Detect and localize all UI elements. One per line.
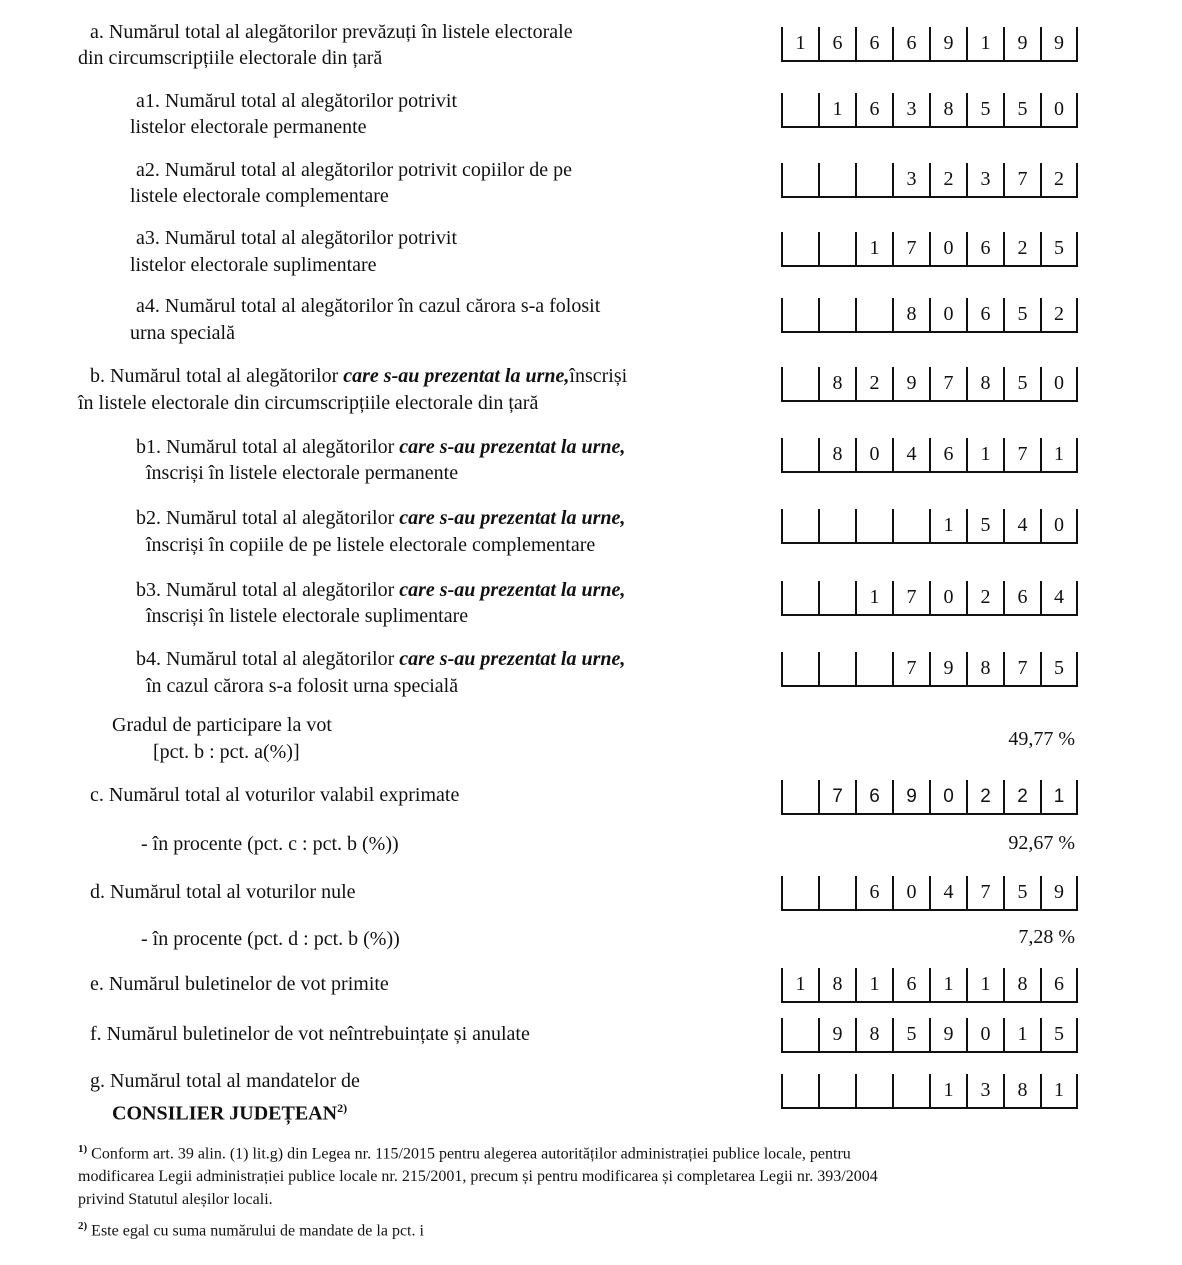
digit-cell: 1 bbox=[966, 438, 1003, 473]
row-a-line1: a. Numărul total al alegătorilor prevăzuți în listele electorale bbox=[90, 21, 573, 43]
digit-cell bbox=[818, 232, 855, 267]
row-d-label: d. Numărul total al voturilor nule bbox=[90, 881, 356, 903]
row-g-line1: g. Numărul total al mandatelor de bbox=[90, 1070, 360, 1092]
digit-cell: 2 bbox=[966, 780, 1003, 815]
participation-line2: [pct. b : pct. a(%)] bbox=[153, 741, 300, 763]
digit-cell: 6 bbox=[966, 298, 1003, 333]
digit-cell: 9 bbox=[892, 780, 929, 815]
digit-cell: 6 bbox=[892, 27, 929, 62]
digit-cell: 7 bbox=[1003, 163, 1040, 198]
digit-cell: 5 bbox=[966, 509, 1003, 544]
digit-cell: 8 bbox=[818, 367, 855, 402]
row-b-line1: b. Numărul total al alegătorilor care s-au prezentat la urne,înscriși bbox=[90, 365, 628, 387]
row-b2-line2: înscriși în copiile de pe listele electorale complementare bbox=[146, 534, 596, 556]
row-b4-digit-boxes bbox=[781, 652, 1078, 688]
digit-cell: 1 bbox=[929, 509, 966, 544]
digit-cell: 1 bbox=[929, 968, 966, 1003]
digit-cell: 8 bbox=[1003, 1074, 1040, 1109]
footnotes bbox=[78, 1138, 1078, 1243]
row-b2-line1: b2. Numărul total al alegătorilor care s-au prezentat la urne, bbox=[136, 507, 626, 529]
row-a3-digit-boxes bbox=[781, 232, 1078, 268]
row-a1-line2: listelor electorale permanente bbox=[130, 116, 367, 138]
digit-cell: 1 bbox=[1003, 1018, 1040, 1053]
digit-cell bbox=[781, 652, 818, 687]
digit-cell bbox=[892, 1074, 929, 1109]
digit-cell: 6 bbox=[1003, 581, 1040, 616]
digit-cell: 9 bbox=[818, 1018, 855, 1053]
digit-cell: 8 bbox=[855, 1018, 892, 1053]
footnote-1-line3: privind Statutul aleșilor locali. bbox=[78, 1191, 273, 1209]
digit-cell: 2 bbox=[966, 581, 1003, 616]
row-f-digit-boxes bbox=[781, 1018, 1078, 1054]
digit-cell: 7 bbox=[818, 780, 855, 815]
row-d-percent-value: 7,28 % bbox=[1018, 926, 1075, 948]
row-a1-line1: a1. Numărul total al alegătorilor potrivit bbox=[136, 90, 458, 112]
digit-cell: 8 bbox=[818, 968, 855, 1003]
digit-cell: 2 bbox=[1003, 780, 1040, 815]
digit-cell: 0 bbox=[1040, 367, 1078, 402]
digit-cell: 5 bbox=[1003, 298, 1040, 333]
row-a1-digit-boxes bbox=[781, 93, 1078, 129]
digit-cell: 0 bbox=[929, 298, 966, 333]
digit-cell: 0 bbox=[1040, 509, 1078, 544]
digit-cell: 4 bbox=[929, 876, 966, 911]
digit-cell: 6 bbox=[855, 93, 892, 128]
digit-cell bbox=[781, 876, 818, 911]
digit-cell: 7 bbox=[1003, 652, 1040, 687]
row-a4-digit-boxes bbox=[781, 298, 1078, 334]
digit-cell: 9 bbox=[1040, 876, 1078, 911]
digit-cell bbox=[855, 652, 892, 687]
digit-cell bbox=[781, 581, 818, 616]
digit-cell: 9 bbox=[929, 652, 966, 687]
footnote-1-line1: $^{1)}$ Conform art. 39 alin. (1) lit.g) din Legea nr. 115/2015 pentru alegerea autorităților administrației publice locale, pentru bbox=[78, 1143, 851, 1163]
digit-cell: 4 bbox=[1003, 509, 1040, 544]
digit-cell: 9 bbox=[1040, 27, 1078, 62]
row-d-digit-boxes bbox=[781, 876, 1078, 912]
row-c-digit-boxes bbox=[781, 780, 1078, 816]
row-c-percent-label: - în procente (pct. c : pct. b (%)) bbox=[141, 833, 399, 855]
digit-cell: 6 bbox=[855, 780, 892, 815]
digit-cell: 9 bbox=[892, 367, 929, 402]
digit-cell: 1 bbox=[855, 968, 892, 1003]
digit-cell bbox=[855, 509, 892, 544]
digit-cell: 1 bbox=[855, 232, 892, 267]
footnote-2: $^{2)}$ Este egal cu suma numărului de mandate de la pct. i bbox=[78, 1220, 424, 1240]
digit-cell: 6 bbox=[818, 27, 855, 62]
digit-cell bbox=[781, 438, 818, 473]
digit-cell: 5 bbox=[1003, 93, 1040, 128]
digit-cell: 1 bbox=[781, 27, 818, 62]
row-a4-line2: urna specială bbox=[130, 322, 235, 344]
row-b4-line1: b4. Numărul total al alegătorilor care s-au prezentat la urne, bbox=[136, 648, 626, 670]
digit-cell: 6 bbox=[892, 968, 929, 1003]
digit-cell bbox=[818, 509, 855, 544]
row-f-label: f. Numărul buletinelor de vot neîntrebuințate și anulate bbox=[90, 1023, 530, 1045]
digit-cell: 1 bbox=[966, 27, 1003, 62]
row-b4-line2: în cazul cărora s-a folosit urna specială bbox=[146, 675, 459, 697]
digit-cell: 5 bbox=[1040, 652, 1078, 687]
digit-cell bbox=[818, 298, 855, 333]
row-e-digit-boxes bbox=[781, 968, 1078, 1004]
digit-cell: 0 bbox=[855, 438, 892, 473]
digit-cell: 1 bbox=[929, 1074, 966, 1109]
row-a4-line1: a4. Numărul total al alegătorilor în cazul cărora s-a folosit bbox=[136, 295, 601, 317]
digit-cell: 3 bbox=[966, 163, 1003, 198]
digit-cell: 1 bbox=[1040, 438, 1078, 473]
digit-cell: 9 bbox=[929, 1018, 966, 1053]
digit-cell bbox=[781, 1074, 818, 1109]
row-a3-line1: a3. Numărul total al alegătorilor potrivit bbox=[136, 227, 458, 249]
digit-cell bbox=[855, 163, 892, 198]
digit-cell: 0 bbox=[929, 232, 966, 267]
digit-cell: 1 bbox=[966, 968, 1003, 1003]
digit-cell: 3 bbox=[892, 163, 929, 198]
row-a2-digit-boxes bbox=[781, 163, 1078, 199]
row-b3-line2: înscriși în listele electorale suplimentare bbox=[146, 605, 469, 627]
digit-cell: 7 bbox=[892, 652, 929, 687]
digit-cell: 1 bbox=[818, 93, 855, 128]
digit-cell: 1 bbox=[1040, 1074, 1078, 1109]
digit-cell: 2 bbox=[1003, 232, 1040, 267]
participation-line1: Gradul de participare la vot bbox=[112, 714, 332, 736]
digit-cell bbox=[818, 1074, 855, 1109]
digit-cell: 7 bbox=[892, 581, 929, 616]
digit-cell bbox=[781, 1018, 818, 1053]
row-g-line2: CONSILIER JUDEȚEAN$^{2)}$ bbox=[112, 1101, 348, 1125]
footnote-1-line2: modificarea Legii administrației publice locale nr. 215/2001, precum și pentru modificarea și completarea Legii nr. 393/2004 bbox=[78, 1168, 878, 1186]
row-g-digit-boxes bbox=[781, 1074, 1078, 1110]
participation-value: 49,77 % bbox=[1008, 728, 1075, 750]
row-b2-digit-boxes bbox=[781, 509, 1078, 545]
row-a-digit-boxes bbox=[781, 27, 1078, 63]
row-a3-line2: listelor electorale suplimentare bbox=[130, 254, 377, 276]
digit-cell: 0 bbox=[929, 581, 966, 616]
digit-cell bbox=[818, 581, 855, 616]
digit-cell: 7 bbox=[966, 876, 1003, 911]
digit-cell: 8 bbox=[892, 298, 929, 333]
digit-cell: 2 bbox=[855, 367, 892, 402]
digit-cell: 7 bbox=[929, 367, 966, 402]
digit-cell: 2 bbox=[929, 163, 966, 198]
digit-cell bbox=[855, 298, 892, 333]
digit-cell: 6 bbox=[1040, 968, 1078, 1003]
digit-cell bbox=[781, 509, 818, 544]
row-b-digit-boxes bbox=[781, 367, 1078, 403]
row-b3-line1: b3. Numărul total al alegătorilor care s-au prezentat la urne, bbox=[136, 579, 626, 601]
digit-cell: 0 bbox=[929, 780, 966, 815]
digit-cell: 6 bbox=[855, 27, 892, 62]
digit-cell: 3 bbox=[966, 1074, 1003, 1109]
row-a2-line2: listele electorale complementare bbox=[130, 185, 389, 207]
digit-cell: 7 bbox=[1003, 438, 1040, 473]
digit-cell bbox=[818, 876, 855, 911]
digit-cell: 9 bbox=[1003, 27, 1040, 62]
digit-cell: 8 bbox=[818, 438, 855, 473]
digit-cell: 0 bbox=[966, 1018, 1003, 1053]
row-d-percent-label: - în procente (pct. d : pct. b (%)) bbox=[141, 928, 400, 950]
digit-cell: 1 bbox=[781, 968, 818, 1003]
digit-cell: 8 bbox=[966, 367, 1003, 402]
row-b1-digit-boxes bbox=[781, 438, 1078, 474]
digit-cell bbox=[855, 1074, 892, 1109]
digit-cell bbox=[781, 93, 818, 128]
row-a2-line1: a2. Numărul total al alegătorilor potrivit copiilor de pe bbox=[136, 159, 572, 181]
digit-cell bbox=[781, 780, 818, 815]
digit-cell bbox=[818, 652, 855, 687]
row-a-line2: din circumscripțiile electorale din țară bbox=[78, 47, 383, 69]
digit-cell: 9 bbox=[929, 27, 966, 62]
digit-cell: 1 bbox=[1040, 780, 1078, 815]
digit-cell: 5 bbox=[1040, 232, 1078, 267]
digit-cell: 8 bbox=[1003, 968, 1040, 1003]
digit-cell: 0 bbox=[892, 876, 929, 911]
digit-cell bbox=[781, 367, 818, 402]
row-b3-digit-boxes bbox=[781, 581, 1078, 617]
digit-cell: 5 bbox=[1003, 876, 1040, 911]
digit-cell: 2 bbox=[1040, 298, 1078, 333]
digit-cell: 8 bbox=[929, 93, 966, 128]
digit-cell: 6 bbox=[966, 232, 1003, 267]
digit-cell: 6 bbox=[929, 438, 966, 473]
digit-cell: 7 bbox=[892, 232, 929, 267]
digit-cell: 4 bbox=[1040, 581, 1078, 616]
row-b-line2: în listele electorale din circumscripțiile electorale din țară bbox=[78, 392, 539, 414]
digit-cell bbox=[818, 163, 855, 198]
digit-cell: 1 bbox=[855, 581, 892, 616]
digit-cell bbox=[781, 298, 818, 333]
digit-cell: 5 bbox=[892, 1018, 929, 1053]
digit-cell: 0 bbox=[1040, 93, 1078, 128]
digit-cell bbox=[781, 232, 818, 267]
digit-cell: 5 bbox=[966, 93, 1003, 128]
row-c-label: c. Numărul total al voturilor valabil exprimate bbox=[90, 784, 460, 806]
row-b1-line1: b1. Numărul total al alegătorilor care s-au prezentat la urne, bbox=[136, 436, 626, 458]
digit-cell: 4 bbox=[892, 438, 929, 473]
digit-cell: 5 bbox=[1040, 1018, 1078, 1053]
digit-cell bbox=[781, 163, 818, 198]
row-c-percent-value: 92,67 % bbox=[1008, 832, 1075, 854]
row-b1-line2: înscriși în listele electorale permanente bbox=[146, 462, 459, 484]
digit-cell: 5 bbox=[1003, 367, 1040, 402]
digit-cell: 8 bbox=[966, 652, 1003, 687]
row-e-label: e. Numărul buletinelor de vot primite bbox=[90, 973, 389, 995]
digit-cell bbox=[892, 509, 929, 544]
digit-cell: 2 bbox=[1040, 163, 1078, 198]
digit-cell: 6 bbox=[855, 876, 892, 911]
digit-cell: 3 bbox=[892, 93, 929, 128]
